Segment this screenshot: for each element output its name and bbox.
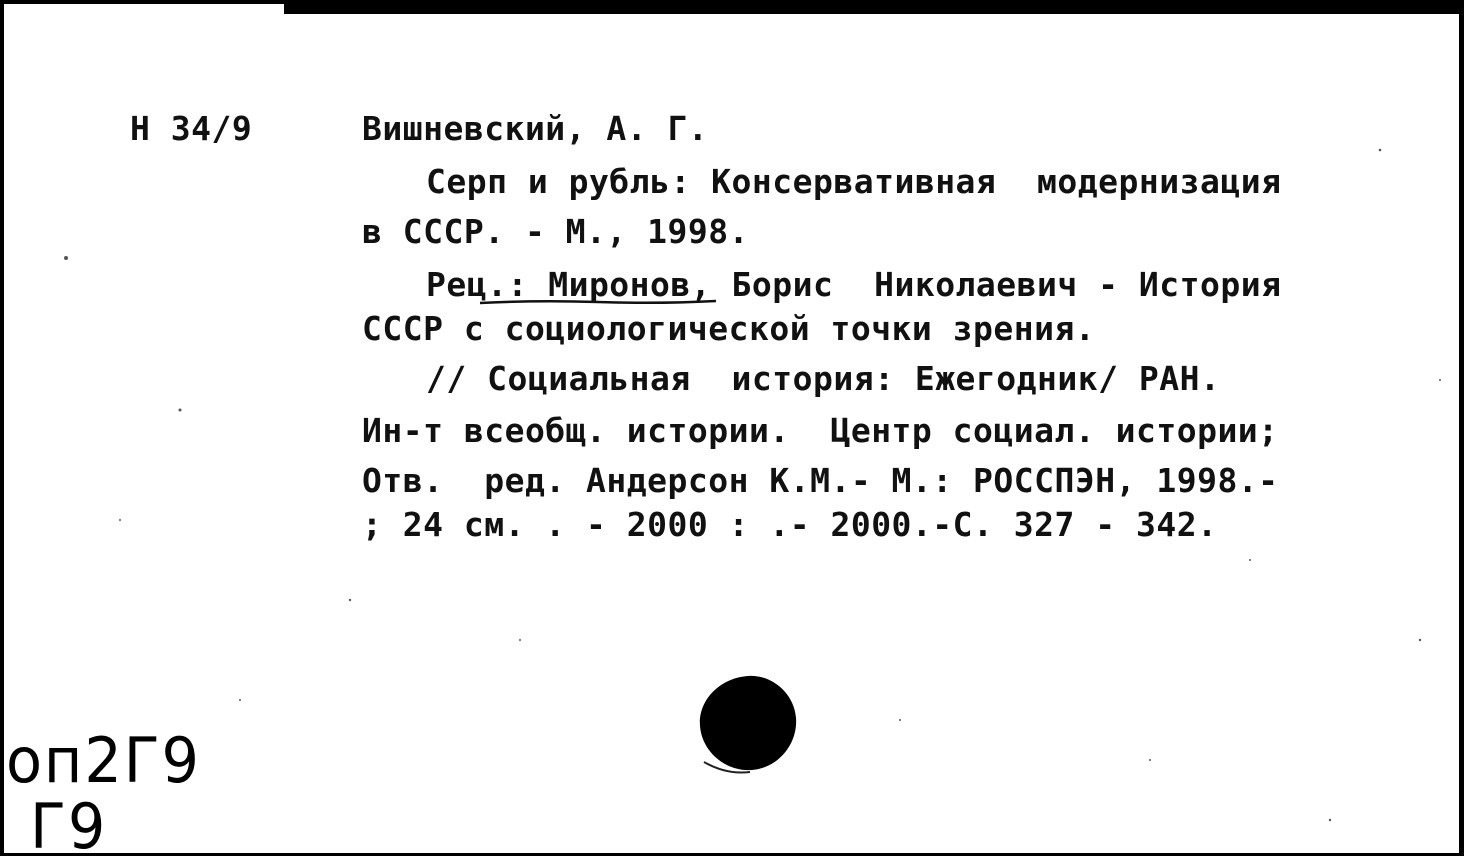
title-line-1: Серп и рубль: Консервативная модернизация [426,162,1282,201]
punch-hole-icon [690,670,810,780]
card-left-border [0,0,4,856]
source-line-2: Ин-т всеобщ. истории. Центр социал. истории; [362,411,1279,450]
call-number: Н 34/9 [130,109,253,148]
card-right-border [1459,0,1464,856]
card-top-edge-left [0,0,290,4]
source-line-3: Отв. ред. Андерсон К.М.- М.: РОССПЭН, 1998.- [362,461,1279,500]
handwritten-shelfmark-1: оп2Г9 [6,724,201,797]
source-line-1: // Социальная история: Ежегодник/ РАН. [426,359,1221,398]
author-heading: Вишневский, А. Г. [362,109,709,148]
pencil-underline [478,298,718,306]
title-line-2: в СССР. - М., 1998. [362,212,749,251]
review-line-2: СССР с социологической точки зрения. [362,309,1096,348]
source-line-4: ; 24 см. . - 2000 : .- 2000.-С. 327 - 342. [362,505,1218,544]
handwritten-shelfmark-2: Г9 [30,790,108,856]
card-top-edge [284,0,1464,14]
review-line-1: Рец.: Миронов, Борис Николаевич - История [426,265,1282,304]
